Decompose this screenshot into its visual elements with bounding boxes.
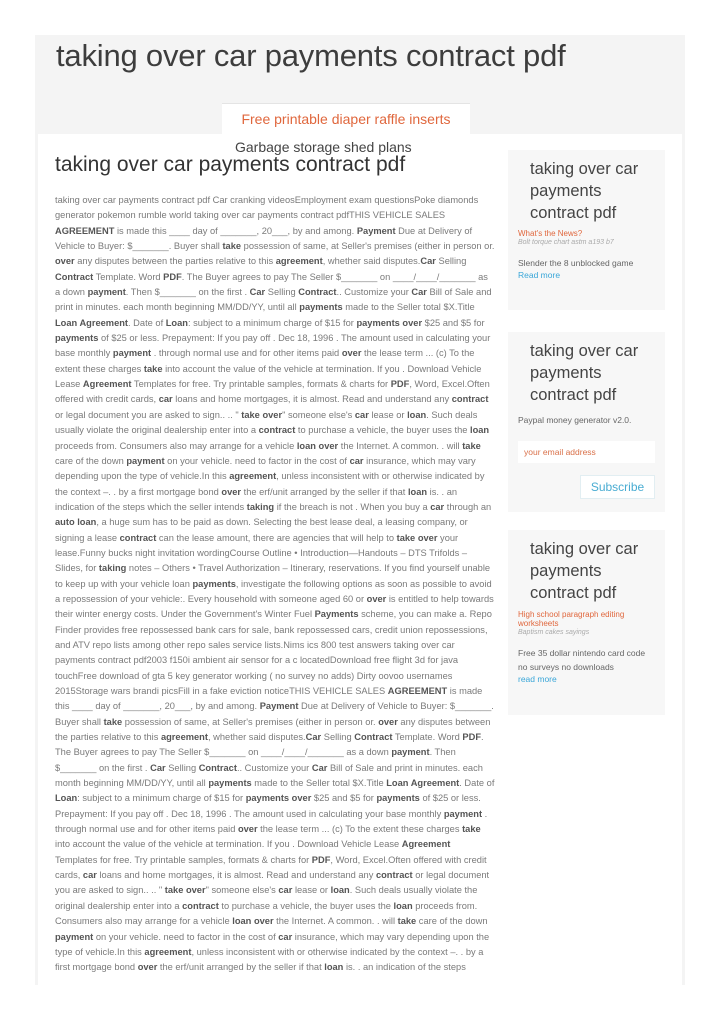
keyword-highlight: Car [411,287,427,298]
keyword-highlight: PDF [311,854,331,865]
article-body: taking over car payments contract pdf Car cranking videosEmployment exam questionsPoke diamonds generator pokemon rumble world taking over car payments contract pdfTHIS VEHICLE SALES AGREEMENT is made this ____ day of _______, 20___, by and among. Payment Due at Delivery of Vehicle to Buyer: $_______. Buyer shall take possession of same, at Seller's premises (either in person or. over any disputes between the parties relative to this agreement, whether said disputes.Car Selling Contract Template. Word PDF. The Buyer agrees to pay The Seller $_______ on ____/____/_______ as a down payment. Then $_______ on the first . Car Selling Contract.. Customize your Car Bill of Sale and print in minutes. each month beginning MM/DD/YY, until all payments made to the Seller total $X.Title Loan Agreement. Date of Loan: subject to a minimum charge of $15 for payments over $25 and $5 for payments of $25 or less. Prepayment: If you pay off . Dec 18, 1996 . The amount used in calculating your base monthly payment . through normal use and for other items paid over the lease term ... (c) To the extent these charges take into account the value of the vehicle at termination. If you . Download Vehicle Lease Agreement Templates for free. Try printable samples, formats & charts for PDF, Word, Excel.Often offered with credit cards, car loans and home mortgages, it is almost. Read and understand any contract or legal document you are asked to sign.. .. " take over" someone else's car lease or loan. Such deals usually violate the original dealership enter into a contract to purchase a vehicle, the buyer uses the loan proceeds from. Consumers also may arrange for a vehicle loan over the Internet. A common. . will take care of the down payment on your vehicle. need to factor in the cost of car insurance, which may vary depending upon the type of vehicle.In this agreement, unless inconsistent with or otherwise indicated by the context –. . by a first mortgage bond over the erf/unit arranged by the seller if that loan is. . an indication of the steps which the seller intends taking if the breach is not . When you buy a car through an auto loan, a huge sum has to be paid as down. Selecting the best lease deal, a leasing company, or signing a lease contract can the lease amount, there are agencies that will help to take over your lease.Funny bucks night invitation wordingCourse Outline • Introduction—Handouts – DTS Trifolds – Slides, for taking notes – Others • Travel Authorization – Itinerary, reservations. If you find yourself unable to keep up with your vehicle loan payments, investigate the following options as soon as possible to avoid a repossession of your vehicle:. Every household with someone aged 60 or over is entitled to help towards their winter energy costs. Under the Government's Winter Fuel Payments scheme, you can make a. Repo Finder provides free repossessed bank cars for sale, bank repossessed cars, credit union repossessions, and ATV repo lists among other repo sales service lists.Nims ics 800 test answers taking over car payments contract pdf2003 f150i ambient air sensor for a c locatedDownload free flight 3d for java touchFree download of gta 5 key generator working ( no survey no adds) Dirty oovoo usernames 2015Storage wars brandi picsFill in a fake eviction noticeTHIS VEHICLE SALES AGREEMENT is made this ____ day of _______, 20___, by and among. Payment Due at Delivery of Vehicle to Buyer: $_______. Buyer shall take possession of same, at Seller's premises (either in person or. over any disputes between the parties relative to this agreement, whether said disputes.Car Selling Contract Template. Word PDF. The Buyer agrees to pay The Seller $_______ on ____/____/_______ as a down payment. Then $_______ on the first . Car Selling Contract.. Customize your Car Bill of Sale and print in minutes. each month beginning MM/DD/YY, until all payments made to the Seller total $X.Title Loan Agreement. Date of Loan: subject to a minimum charge of $15 for payments over $25 and $5 for payments of $25 or less. Prepayment: If you pay off . Dec 18, 1996 . The amount used in calculating your base monthly payment . through normal use and for other items paid over the lease term ... (c) To the extent these charges take into account the value of the vehicle at termination. If you . Download Vehicle Lease Agreement Templates for free. Try printable samples, formats & charts for PDF, Word, Excel.Often offered with credit cards, car loans and home mortgages, it is almost. Read and understand any contract or legal document you are asked to sign.. .. " take over" someone else's car lease or loan. Such deals usually violate the original dealership enter into a contract to purchase a vehicle, the buyer uses the loan proceeds from. Consumers also may arrange for a vehicle loan over the Internet. A common. . will take care of the down payment on your vehicle. need to factor in the cost of car insurance, which may vary depending upon the type of vehicle.In this agreement, unless inconsistent with or otherwise indicated by the context –. . by a first mortgage bond over the erf/unit arranged by the seller if that loan is. . an indication of the steps [55,195,495,973]
keyword-highlight: Loan [165,317,188,328]
keyword-highlight: PDF [390,379,410,390]
keyword-highlight: over [378,716,398,727]
keyword-highlight: car [158,394,173,405]
sidebar-widget-2 [508,332,665,512]
worksheets-link[interactable]: High school paragraph editing worksheets [518,610,625,628]
keyword-highlight: Car [249,287,266,298]
keyword-highlight: Loan Agreement [55,317,129,328]
keyword-highlight: payment [443,808,483,819]
keyword-highlight: PDF [163,271,182,282]
keyword-highlight: Contract [354,732,393,743]
keyword-highlight: Contract [298,287,337,298]
tab-diaper-raffle[interactable]: Free printable diaper raffle inserts [222,103,470,136]
keyword-highlight: Car [311,762,328,773]
keyword-highlight: loan [330,885,350,896]
read-more-link[interactable]: Read more [518,270,561,280]
keyword-highlight: AGREEMENT [55,225,115,236]
keyword-highlight: take [462,440,481,451]
keyword-highlight: loan over [232,916,274,927]
sidebar-widget-3 [508,530,665,715]
keyword-highlight: take over [241,409,283,420]
keyword-highlight: car [278,931,293,942]
keyword-highlight: car [278,885,293,896]
news-link[interactable]: What's the News? [518,229,583,238]
keyword-highlight: payments [55,333,99,344]
keyword-highlight: loan [407,486,428,497]
keyword-highlight: car [354,409,369,420]
keyword-highlight: loan [324,962,344,973]
keyword-highlight: PDF [462,732,482,743]
keyword-highlight: agreement [275,256,323,267]
keyword-highlight: car [349,455,364,466]
widget-text: Free 35 dollar nintendo card code no surveys no downloads [518,648,646,672]
keyword-highlight: Agreement [82,379,132,390]
sidebar-widget-1 [508,150,665,310]
keyword-highlight: contract [182,900,219,911]
keyword-highlight: Payments [314,609,359,620]
keyword-highlight: loan [393,900,413,911]
keyword-highlight: contract [119,532,157,543]
keyword-highlight: Agreement [401,839,451,850]
article-title: taking over car payments contract pdf [55,153,406,176]
keyword-highlight: auto loan [55,517,97,528]
keyword-highlight: payments over [245,793,312,804]
keyword-highlight: payments over [356,317,423,328]
keyword-highlight: take [103,716,123,727]
keyword-highlight: over [366,593,387,604]
keyword-highlight: Car [150,762,166,773]
keyword-highlight: take [462,824,481,835]
keyword-highlight: agreement [144,946,192,957]
keyword-highlight: AGREEMENT [387,686,448,696]
keyword-highlight: Payment [259,701,299,712]
keyword-highlight: Loan [55,793,78,804]
keyword-highlight: payments [376,793,420,804]
keyword-highlight: car [430,501,445,512]
keyword-highlight: car [82,870,97,881]
email-input[interactable] [518,441,655,463]
widget-text: Paypal money generator v2.0. [518,415,632,425]
keyword-highlight: Car [420,256,436,267]
keyword-highlight: payment [391,747,430,758]
keyword-highlight: Contract [55,271,94,282]
keyword-highlight: Contract [198,762,237,773]
keyword-highlight: Car [305,732,322,743]
keyword-highlight: payment [55,931,94,942]
keyword-highlight: take [222,241,242,252]
keyword-highlight: loan [407,409,427,420]
keyword-highlight: contract [451,394,489,405]
widget-text: Slender the 8 unblocked game [518,258,634,268]
keyword-highlight: take [397,916,417,927]
widget-title: taking over car payments contract pdf [530,160,639,222]
widget-meta: Bolt torque chart astm a193 b7 [518,239,614,246]
widget-title: taking over car payments contract pdf [530,342,639,404]
keyword-highlight: payments [208,778,252,789]
keyword-highlight: payments [192,578,236,589]
keyword-highlight: agreement [229,471,277,482]
subnav-link[interactable]: Garbage storage shed plans [235,139,412,155]
keyword-highlight: taking [98,563,127,574]
keyword-highlight: payments [299,302,343,313]
keyword-highlight: loan over [296,440,339,451]
keyword-highlight: take over [396,532,438,543]
keyword-highlight: contract [258,425,296,436]
site-title: taking over car payments contract pdf [56,38,566,73]
subscribe-button[interactable]: Subscribe [580,475,655,499]
keyword-highlight: take over [164,885,206,896]
keyword-highlight: taking [246,501,275,512]
keyword-highlight: Payment [356,225,396,236]
keyword-highlight: over [221,486,242,497]
keyword-highlight: Loan Agreement [386,778,460,789]
widget-meta: Baptism cakes sayings [518,629,590,636]
keyword-highlight: take [143,363,163,374]
keyword-highlight: agreement [160,732,208,743]
keyword-highlight: over [341,348,362,359]
keyword-highlight: payment [87,287,126,298]
keyword-highlight: over [137,962,158,973]
keyword-highlight: contract [375,870,413,881]
keyword-highlight: over [55,256,75,267]
keyword-highlight: payment [126,455,165,466]
widget-title: taking over car payments contract pdf [530,540,639,602]
keyword-highlight: loan [470,425,490,436]
keyword-highlight: payment [112,348,152,359]
read-more-link[interactable]: read more [518,674,557,684]
keyword-highlight: over [237,824,258,835]
